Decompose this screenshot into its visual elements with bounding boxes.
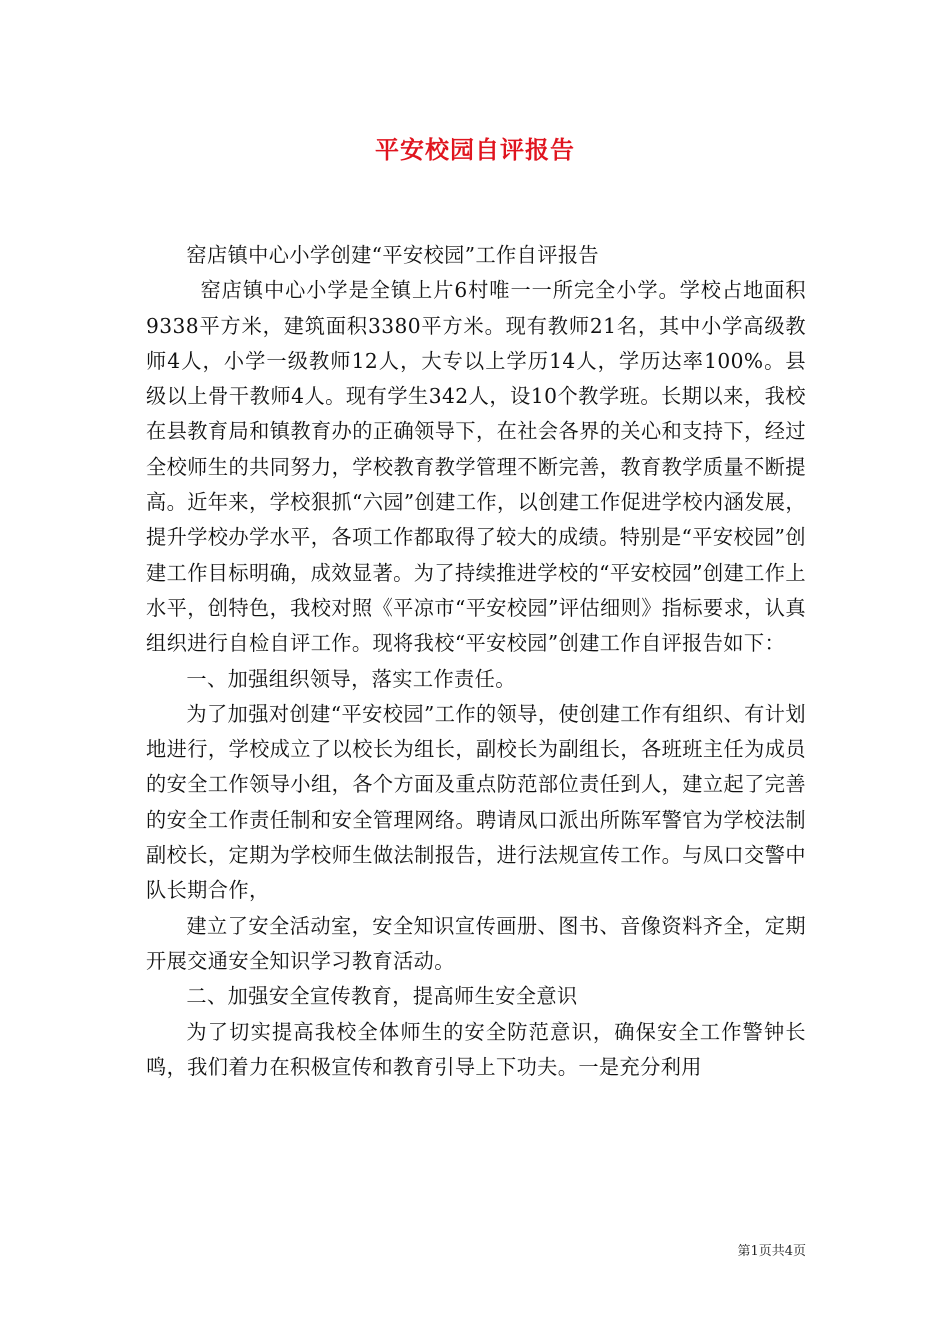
document-body <box>146 238 806 1085</box>
page-number: 第1页共4页 <box>737 1244 806 1259</box>
section-heading-2: 二、加强安全宣传教育，提高师生安全意识 <box>186 984 578 1009</box>
paragraph-activity-room: 建立了安全活动室，安全知识宣传画册、图书、音像资料齐全，定期开展交通安全知识学习教育活动。 <box>146 913 806 973</box>
paragraph-organization: 为了加强对创建“平安校园”工作的领导，使创建工作有组织、有计划地进行，学校成立了以校长为组长，副校长为副组长，各班班主任为成员的安全工作领导小组，各个方面及重点防范部位责任到人，建立起了完善的安全工作责任制和安全管理网络。聘请凤口派出所陈军警官为学校法制副校长，定期为学校师生做法制报告，进行法规宣传工作。与凤口交警中队长期合作， <box>146 701 806 903</box>
page-title: 平安校园自评报告 <box>375 135 575 164</box>
paragraph-intro: 窑店镇中心小学是全镇上片6村唯一一所完全小学。学校占地面积9338平方米，建筑面积3380平方米。现有教师21名，其中小学高级教师4人，小学一级教师12人，大专以上学历14人，学历达率100%。县级以上骨干教师4人。现有学生342人，设10个教学班。长期以来，我校在县教育局和镇教育办的正确领导下，在社会各界的关心和支持下，经过全校师生的共同努力，学校教育教学管理不断完善，教育教学质量不断提高。近年来，学校狠抓“六园”创建工作，以创建工作促进学校内涵发展，提升学校办学水平，各项工作都取得了较大的成绩。特别是“平安校园”创建工作目标明确，成效显著。为了持续推进学校的“平安校园”创建工作上水平，创特色，我校对照《平凉市“平安校园”评估细则》指标要求，认真组织进行自检自评工作。现将我校“平安校园”创建工作自评报告如下： <box>146 278 806 656</box>
section-heading-1: 一、加强组织领导，落实工作责任。 <box>186 666 516 691</box>
paragraph-awareness: 为了切实提高我校全体师生的安全防范意识，确保安全工作警钟长鸣，我们着力在积极宣传和教育引导上下功夫。一是充分利用 <box>146 1019 806 1079</box>
report-subtitle: 窑店镇中心小学创建“平安校园”工作自评报告 <box>186 243 599 267</box>
